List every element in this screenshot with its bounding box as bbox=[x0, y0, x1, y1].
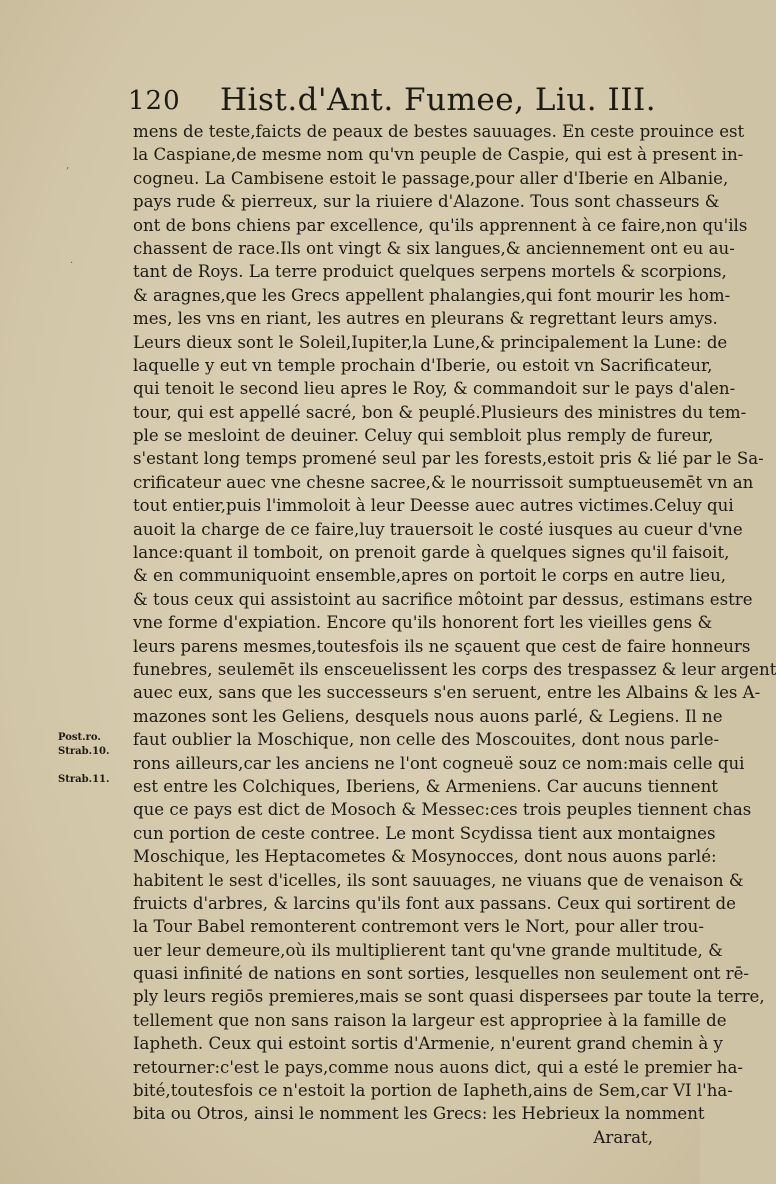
body-text bbox=[133, 120, 776, 1149]
page-number: 120 bbox=[128, 86, 181, 116]
margin-note: Post.ro. bbox=[58, 732, 101, 743]
text-line: lance:quant il tomboit, on prenoit garde à quelques signes qu'il faisoit, bbox=[133, 543, 730, 563]
text-line: qui tenoit le second lieu apres le Roy, & commandoit sur le pays d'alen- bbox=[133, 379, 736, 399]
text-line: rons ailleurs,car les anciens ne l'ont cogneuë souz ce nom:mais celle qui bbox=[133, 753, 745, 773]
margin-note: Strab.11. bbox=[58, 774, 110, 785]
text-line: cogneu. La Cambisene estoit le passage,pour aller d'Iberie en Albanie, bbox=[133, 168, 729, 188]
text-line: ple se mesloint de deuiner. Celuy qui sembloit plus remply de fureur, bbox=[133, 426, 714, 446]
text-line: vne forme d'expiation. Encore qu'ils honorent fort les vieilles gens & bbox=[133, 613, 713, 633]
running-title: Hist.d'Ant. Fumee, Liu. III. bbox=[220, 82, 657, 118]
text-line: leurs parens mesmes,toutesfois ils ne sçauent que cest de faire honneurs bbox=[133, 636, 751, 656]
text-line: quasi infinité de nations en sont sorties, lesquelles non seulement ont rē- bbox=[133, 964, 750, 984]
text-line: mazones sont les Geliens, desquels nous auons parlé, & Legiens. Il ne bbox=[133, 706, 723, 726]
text-line: chassent de race.Ils ont vingt & six langues,& anciennement ont eu au- bbox=[133, 238, 735, 258]
text-line: & tous ceux qui assistoint au sacrifice môtoint par dessus, estimans estre bbox=[133, 589, 753, 609]
text-line: que ce pays est dict de Mosoch & Messec:ces trois peuples tiennent chas bbox=[133, 800, 752, 820]
text-line: retourner:c'est le pays,comme nous auons dict, qui a esté le premier ha- bbox=[133, 1057, 743, 1077]
text-line: Leurs dieux sont le Soleil,Iupiter,la Lune,& principalement la Lune: de bbox=[133, 332, 728, 352]
text-line: tour, qui est appellé sacré, bon & peuplé.Plusieurs des ministres du tem- bbox=[133, 402, 747, 422]
text-line: & aragnes,que les Grecs appellent phalangies,qui font mourir les hom- bbox=[133, 285, 731, 305]
text-line: habitent le sest d'icelles, ils sont sauuages, ne viuans que de venaison & bbox=[133, 870, 744, 890]
catchword: Ararat, bbox=[593, 1127, 653, 1147]
text-line: tant de Roys. La terre produict quelques serpens mortels & scorpions, bbox=[133, 262, 727, 282]
text-line: uer leur demeure,où ils multiplierent tant qu'vne grande multitude, & bbox=[133, 940, 723, 960]
text-line: cun portion de ceste contree. Le mont Scydissa tient aux montaignes bbox=[133, 823, 716, 843]
page-header bbox=[128, 82, 657, 122]
text-line: s'estant long temps promené seul par les forests,estoit pris & lié par le Sa- bbox=[133, 449, 764, 469]
text-line: bita ou Otros, ainsi le nomment les Grecs: les Hebrieux la nomment bbox=[133, 1104, 705, 1124]
text-line: est entre les Colchiques, Iberiens, & Armeniens. Car aucuns tiennent bbox=[133, 776, 718, 796]
text-line: pays rude & pierreux, sur la riuiere d'Alazone. Tous sont chasseurs & bbox=[133, 192, 720, 212]
text-line: Moschique, les Heptacometes & Mosynocces, dont nous auons parlé: bbox=[133, 847, 717, 867]
text-line: mens de teste,faicts de peaux de bestes sauuages. En ceste prouince est bbox=[133, 122, 745, 141]
text-line: crificateur auec vne chesne sacree,& le nourrissoit sumptueusemēt vn an bbox=[133, 472, 754, 492]
text-line: tout entier,puis l'immoloit à leur Deesse auec autres victimes.Celuy qui bbox=[133, 496, 734, 516]
text-line: funebres, seulemēt ils ensceuelissent les corps des trespassez & leur argent bbox=[133, 659, 776, 679]
text-line: bité,toutesfois ce n'estoit la portion de Iapheth,ains de Sem,car VI l'ha- bbox=[133, 1081, 733, 1101]
text-line: mes, les vns en riant, les autres en pleurans & regrettant leurs amys. bbox=[133, 309, 718, 329]
text-line: auoit la charge de ce faire,luy trauersoit le costé iusques au cueur d'vne bbox=[133, 519, 743, 539]
text-line: & en communiquoint ensemble,apres on portoit le corps en autre lieu, bbox=[133, 566, 727, 586]
ink-speck: · bbox=[70, 258, 74, 269]
text-line: la Caspiane,de mesme nom qu'vn peuple de Caspie, qui est à present in- bbox=[133, 145, 744, 165]
text-line: ont de bons chiens par excellence, qu'ils apprennent à ce faire,non qu'ils bbox=[133, 215, 748, 235]
text-line: la Tour Babel remonterent contremont vers le Nort, pour aller trou- bbox=[133, 917, 704, 937]
text-line: auec eux, sans que les successeurs s'en seruent, entre les Albains & les A- bbox=[133, 683, 761, 703]
text-line: tellement que non sans raison la largeur est appropriee à la famille de bbox=[133, 1010, 727, 1030]
text-line: ply leurs regiōs premieres,mais se sont quasi dispersees par toute la terre, bbox=[133, 987, 765, 1007]
ink-speck: ‚ bbox=[66, 160, 70, 171]
text-line: faut oublier la Moschique, non celle des Moscouites, dont nous parle- bbox=[133, 730, 720, 750]
text-line: Iapheth. Ceux qui estoint sortis d'Armenie, n'eurent grand chemin à y bbox=[133, 1034, 723, 1054]
margin-note: Strab.10. bbox=[58, 746, 110, 757]
text-line: laquelle y eut vn temple prochain d'Iberie, ou estoit vn Sacrificateur, bbox=[133, 355, 713, 375]
text-line: fruicts d'arbres, & larcins qu'ils font aux passans. Ceux qui sortirent de bbox=[133, 893, 736, 913]
